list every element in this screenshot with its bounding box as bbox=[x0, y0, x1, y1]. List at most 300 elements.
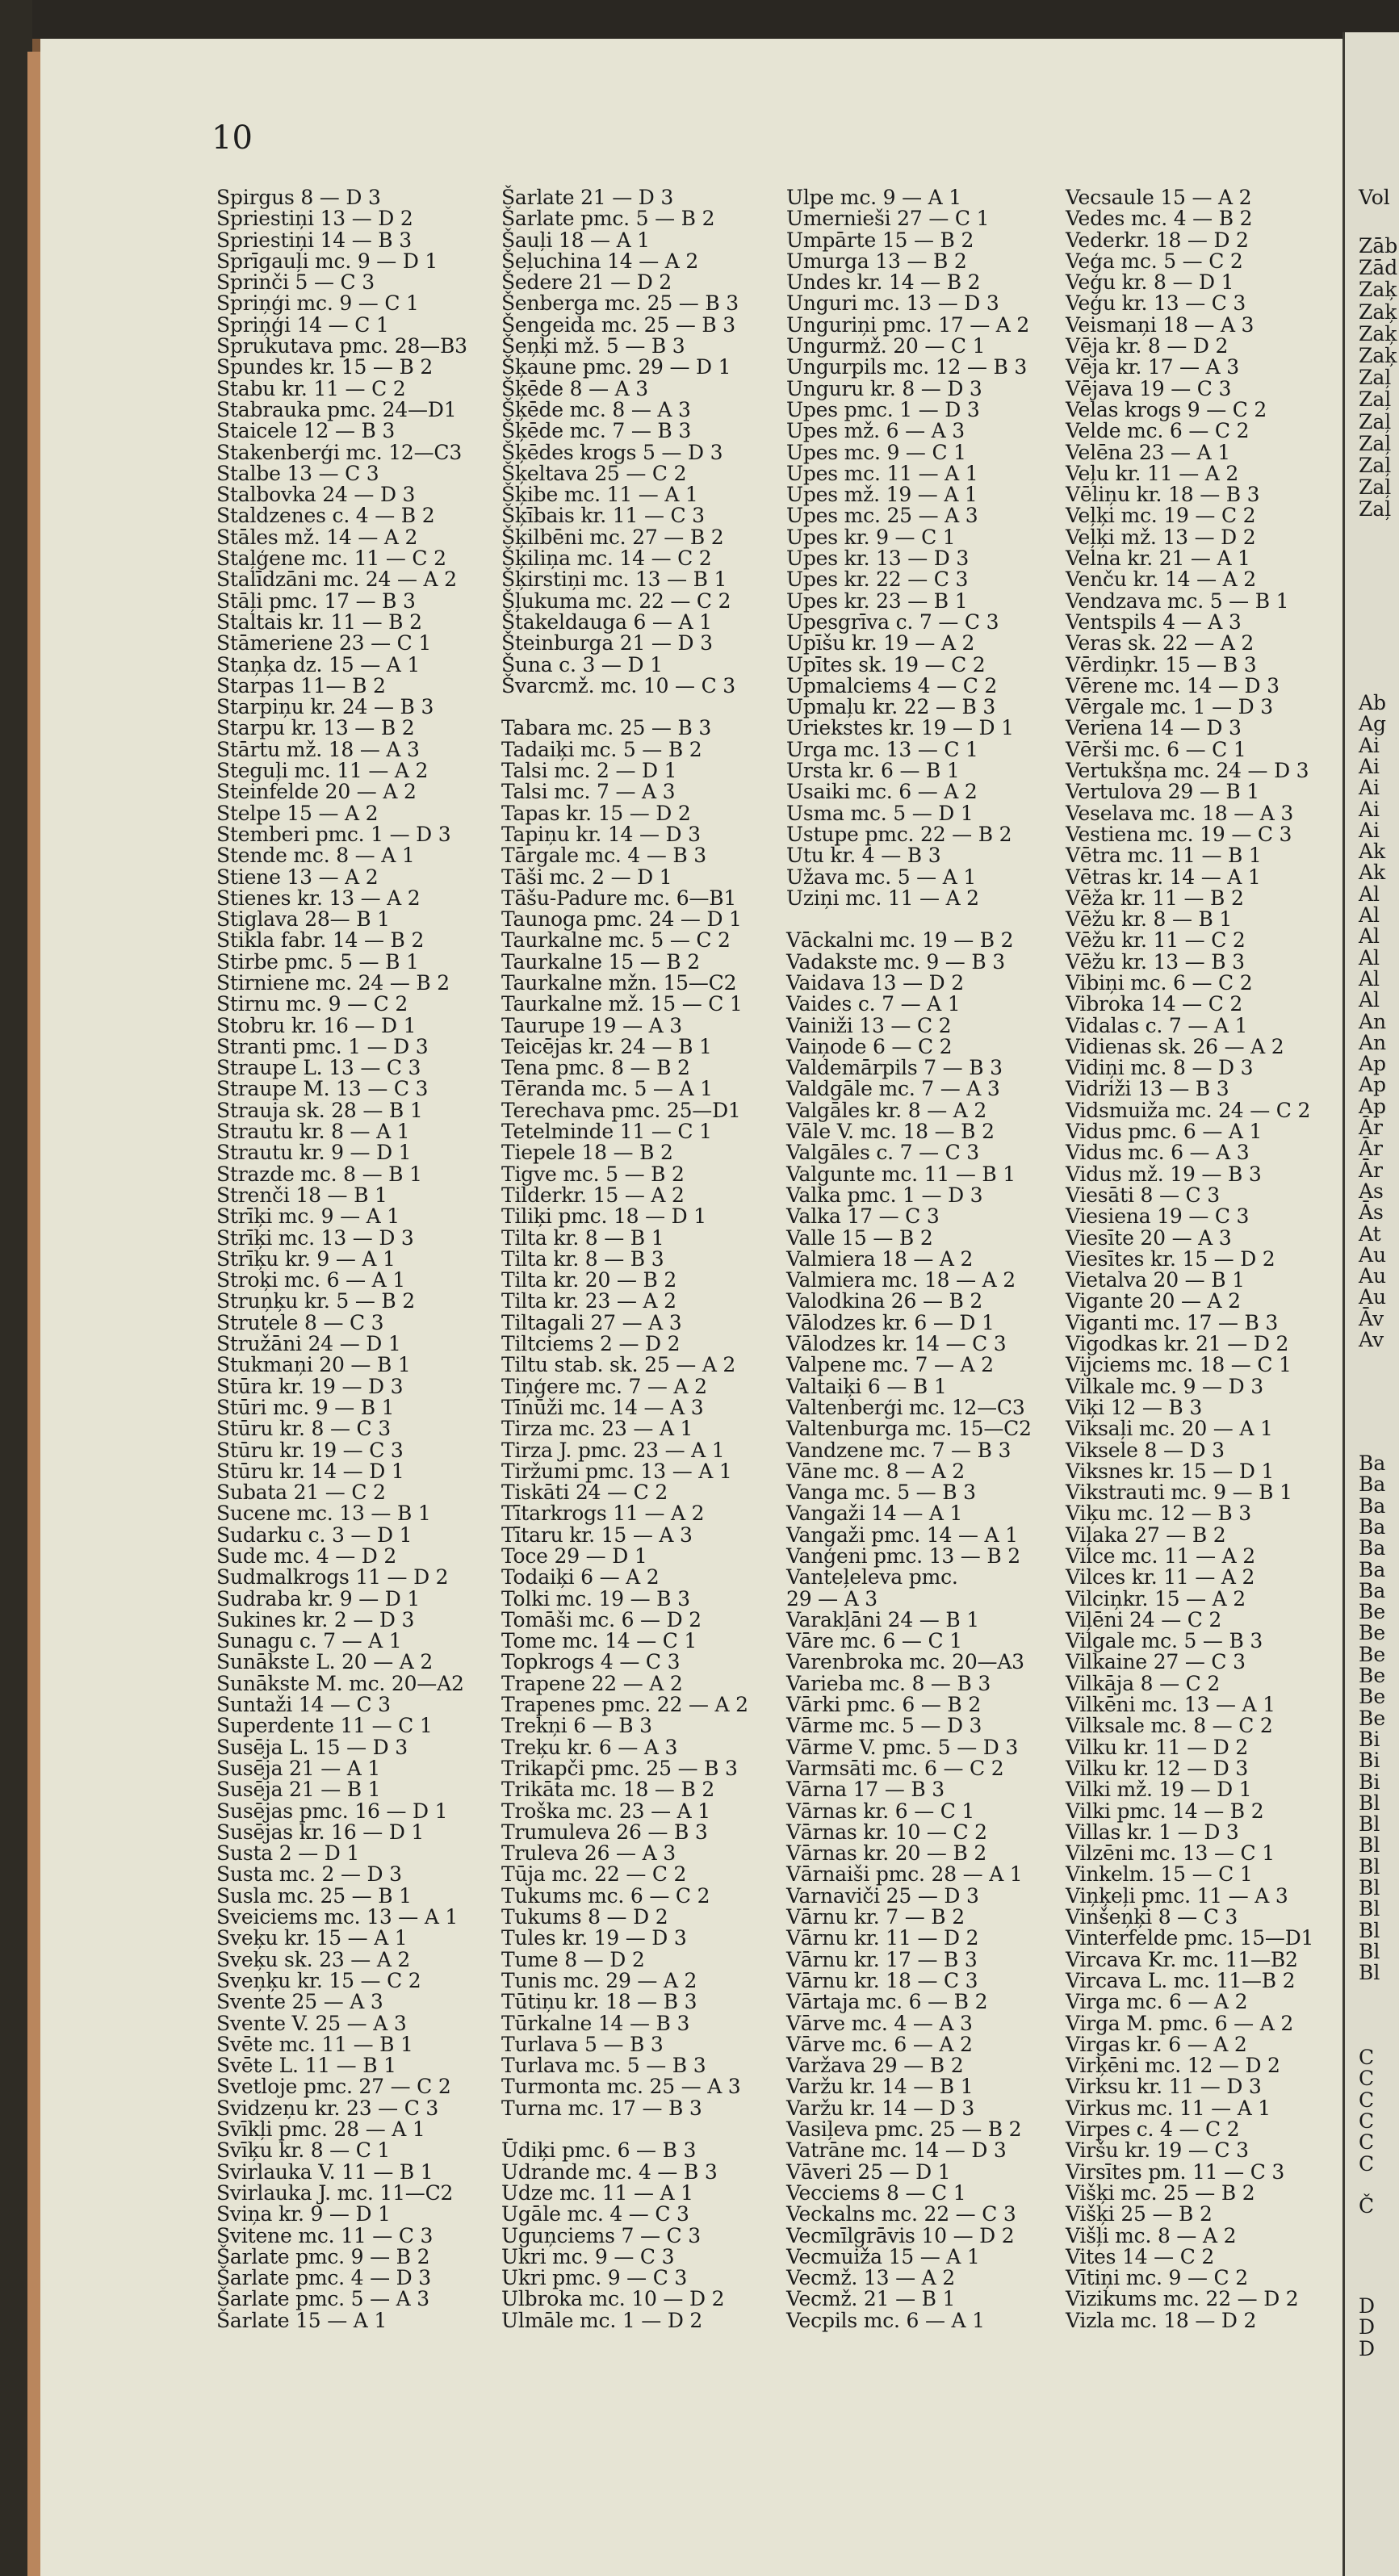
index-entry: Vārve mc. 6 — A 2 bbox=[786, 2032, 973, 2056]
index-entry: Varenbroka mc. 20—A3 bbox=[786, 1650, 1024, 1674]
index-entry: Sprinči 5 — C 3 bbox=[216, 270, 375, 295]
index-entry: Vilksale mc. 8 — C 2 bbox=[1066, 1714, 1273, 1738]
index-entry: Spriestiņi 13 — D 2 bbox=[216, 207, 413, 231]
index-entry: Vārme V. pmc. 5 — D 3 bbox=[786, 1735, 1019, 1759]
next-page-entry: C bbox=[1359, 2067, 1375, 2091]
next-page-entry: C bbox=[1359, 2088, 1375, 2112]
index-entry: Vatrāne mc. 14 — D 3 bbox=[786, 2138, 1007, 2163]
scan-background-top bbox=[0, 0, 1399, 39]
index-entry: Stalbovka 24 — D 3 bbox=[216, 483, 416, 507]
index-entry: Tiskāti 24 — C 2 bbox=[501, 1481, 668, 1505]
index-entry: Vārnu kr. 7 — B 2 bbox=[786, 1905, 965, 1929]
index-entry: Vaiņode 6 — C 2 bbox=[786, 1034, 953, 1058]
index-entry: Vainiži 13 — C 2 bbox=[786, 1013, 952, 1037]
index-entry: Vēžu kr. 11 — C 2 bbox=[1066, 928, 1246, 953]
index-entry: Vircava L. mc. 11—B 2 bbox=[1066, 1968, 1296, 1992]
index-entry: Vītiņi mc. 9 — C 2 bbox=[1066, 2266, 1248, 2290]
next-page-entry: Al bbox=[1359, 882, 1380, 906]
index-entry: Šķaune pmc. 29 — D 1 bbox=[501, 355, 731, 379]
index-entry: Sveķu sk. 23 — A 2 bbox=[216, 1947, 411, 1971]
index-entry: Vandzene mc. 7 — B 3 bbox=[786, 1438, 1012, 1462]
index-entry: Ukri pmc. 9 — C 3 bbox=[501, 2266, 688, 2290]
next-page-entry: At bbox=[1359, 1221, 1381, 1246]
index-entry: Tules kr. 19 — D 3 bbox=[501, 1926, 687, 1950]
index-entry: Viesīte 20 — A 3 bbox=[1066, 1225, 1232, 1250]
index-entry: Vērdiņkr. 15 — B 3 bbox=[1066, 652, 1257, 676]
index-entry: Susla mc. 25 — B 1 bbox=[216, 1883, 412, 1908]
next-page-entry: Zaļ bbox=[1359, 366, 1392, 390]
index-entry: Sprukutava pmc. 28—B3 bbox=[216, 334, 467, 358]
index-entry: Toce 29 — D 1 bbox=[501, 1544, 647, 1568]
index-entry: Sveiciems mc. 13 — A 1 bbox=[216, 1905, 459, 1929]
next-page-entry: An bbox=[1359, 1009, 1387, 1033]
index-entry: Vangaži 14 — A 1 bbox=[786, 1502, 963, 1526]
next-page-entry: C bbox=[1359, 2109, 1375, 2133]
index-entry: Sunākste L. 20 — A 2 bbox=[216, 1650, 434, 1674]
index-entry: Stobru kr. 16 — D 1 bbox=[216, 1013, 417, 1037]
index-entry: Sudmalkrogs 11 — D 2 bbox=[216, 1565, 449, 1590]
index-entry: Veselava mc. 18 — A 3 bbox=[1066, 801, 1294, 825]
index-entry: Vēja kr. 17 — A 3 bbox=[1066, 355, 1239, 379]
index-entry: Viļēni 24 — C 2 bbox=[1066, 1607, 1222, 1631]
index-entry: Tilderkr. 15 — A 2 bbox=[501, 1183, 685, 1207]
index-entry: Straupe L. 13 — C 3 bbox=[216, 1056, 421, 1080]
next-page-entry: Bi bbox=[1359, 1770, 1380, 1794]
index-entry: Svīkļi pmc. 28 — A 1 bbox=[216, 2117, 425, 2142]
index-entry: Susta 2 — D 1 bbox=[216, 1841, 360, 1866]
index-entry: Upes kr. 9 — C 1 bbox=[786, 525, 956, 549]
section-gap bbox=[501, 697, 748, 718]
index-entry: Ursta kr. 6 — B 1 bbox=[786, 759, 960, 783]
index-entry: Stirniene mc. 24 — B 2 bbox=[216, 970, 450, 995]
index-entry: Vēžu kr. 13 — B 3 bbox=[1066, 949, 1245, 974]
index-entry: Topkrogs 4 — C 3 bbox=[501, 1650, 681, 1674]
index-entry: Užava mc. 5 — A 1 bbox=[786, 865, 977, 889]
index-entry: Ulpe mc. 9 — A 1 bbox=[786, 186, 961, 209]
index-entry: Stemberi pmc. 1 — D 3 bbox=[216, 822, 451, 846]
index-entry: Upes pmc. 1 — D 3 bbox=[786, 397, 980, 421]
index-entry: Vidalas c. 7 — A 1 bbox=[1066, 1013, 1248, 1037]
next-page-entry: Ab bbox=[1359, 691, 1387, 714]
index-entry: Ukri mc. 9 — C 3 bbox=[501, 2244, 675, 2268]
index-entry: Turmonta mc. 25 — A 3 bbox=[501, 2075, 741, 2099]
index-entry: Taunoga pmc. 24 — D 1 bbox=[501, 907, 742, 932]
next-page-entry: Al bbox=[1359, 903, 1380, 927]
index-entry: Šarlate pmc. 9 — B 2 bbox=[216, 2244, 430, 2268]
next-page-entry: Ap bbox=[1359, 1094, 1387, 1118]
index-entry: Undes kr. 14 — B 2 bbox=[786, 270, 981, 295]
index-entry: Višķi mc. 25 — B 2 bbox=[1066, 2180, 1255, 2205]
index-entry: Tabara mc. 25 — B 3 bbox=[501, 716, 712, 740]
next-page-entry: Be bbox=[1359, 1685, 1386, 1709]
index-entry: Strenči 18 — B 1 bbox=[216, 1183, 387, 1207]
index-entry: Vidiņi mc. 8 — D 3 bbox=[1066, 1056, 1254, 1080]
next-page-entry: Ak bbox=[1359, 840, 1386, 864]
index-entry: Upītes sk. 19 — C 2 bbox=[786, 652, 986, 676]
index-entry: Stalbe 13 — C 3 bbox=[216, 461, 379, 485]
index-entry: Veļu kr. 11 — A 2 bbox=[1066, 461, 1239, 485]
index-entry: Tukums 8 — D 2 bbox=[501, 1905, 668, 1929]
index-entry: Vertulova 29 — B 1 bbox=[1066, 780, 1260, 804]
index-entry: Stelpe 15 — A 2 bbox=[216, 801, 379, 825]
index-entry: Stirbe pmc. 5 — B 1 bbox=[216, 949, 419, 974]
index-entry: Tiltciems 2 — D 2 bbox=[501, 1332, 681, 1356]
index-entry: Tilta kr. 8 — B 3 bbox=[501, 1246, 664, 1271]
next-page-entry: Ai bbox=[1359, 776, 1380, 800]
index-entry: Vigodkas kr. 21 — D 2 bbox=[1066, 1332, 1289, 1356]
next-page-entry: Bl bbox=[1359, 1791, 1380, 1815]
index-entry: Vircava Kr. mc. 11—B2 bbox=[1066, 1947, 1298, 1971]
index-entry: Vilgale mc. 5 — B 3 bbox=[1066, 1629, 1263, 1653]
index-entry: Starpu kr. 13 — B 2 bbox=[216, 716, 415, 740]
index-entry: Tārgale mc. 4 — B 3 bbox=[501, 844, 707, 868]
next-page-entry: Zaķ bbox=[1359, 321, 1397, 346]
index-entry: Vārna 17 — B 3 bbox=[786, 1778, 945, 1802]
index-entry: Stūri mc. 9 — B 1 bbox=[216, 1395, 395, 1419]
next-page-entry: Ba bbox=[1359, 1472, 1386, 1497]
next-page-entry: Ai bbox=[1359, 797, 1380, 821]
index-entry: Vietalva 20 — B 1 bbox=[1066, 1268, 1245, 1292]
index-entry: Upes kr. 22 — C 3 bbox=[786, 568, 969, 592]
next-page-entry: Ba bbox=[1359, 1451, 1386, 1475]
index-entry: Suntaži 14 — C 3 bbox=[216, 1693, 391, 1717]
index-entry: Susēja 21 — B 1 bbox=[216, 1778, 381, 1802]
index-entry: Steguļi mc. 11 — A 2 bbox=[216, 759, 429, 783]
index-entry: Vecpils mc. 6 — A 1 bbox=[786, 2308, 985, 2332]
index-entry: Sprīgauļi mc. 9 — D 1 bbox=[216, 249, 438, 273]
index-entry: Vecmīlgrāvis 10 — D 2 bbox=[786, 2223, 1015, 2247]
index-entry: Sucene mc. 13 — B 1 bbox=[216, 1502, 431, 1526]
index-entry: Stroķi mc. 6 — A 1 bbox=[216, 1268, 405, 1292]
index-entry: Sudarku c. 3 — D 1 bbox=[216, 1523, 413, 1547]
index-entry: Virkus mc. 11 — A 1 bbox=[1066, 2096, 1271, 2120]
index-entry: Valmiera 18 — A 2 bbox=[786, 1246, 974, 1271]
index-entry: Vālodzes kr. 6 — D 1 bbox=[786, 1310, 995, 1334]
index-entry: Upes mž. 19 — A 1 bbox=[786, 483, 978, 507]
next-page-entry: Ba bbox=[1359, 1557, 1386, 1581]
next-page-entry: Bl bbox=[1359, 1833, 1380, 1858]
index-entry: Sveķu kr. 15 — A 1 bbox=[216, 1926, 408, 1950]
next-page-entry: Be bbox=[1359, 1664, 1386, 1687]
index-entry: Vedes mc. 4 — B 2 bbox=[1066, 207, 1253, 231]
index-entry: Šarlate 15 — A 1 bbox=[216, 2308, 387, 2332]
index-entry: Urga mc. 13 — C 1 bbox=[786, 737, 978, 761]
index-entry: Tūrkalne 14 — B 3 bbox=[501, 2011, 690, 2035]
index-entry: Viksnes kr. 15 — D 1 bbox=[1066, 1459, 1275, 1483]
index-entry: Velna kr. 21 — A 1 bbox=[1066, 547, 1250, 571]
next-page-entry: Zād bbox=[1359, 256, 1398, 280]
index-entry: Upīšu kr. 19 — A 2 bbox=[786, 631, 975, 656]
index-entry: Strīķu kr. 9 — A 1 bbox=[216, 1246, 396, 1271]
index-entry: Vilces kr. 11 — A 2 bbox=[1066, 1565, 1255, 1590]
index-entry: Vāre mc. 6 — C 1 bbox=[786, 1629, 962, 1653]
index-entry: Upes mc. 11 — A 1 bbox=[786, 461, 978, 485]
next-page-entry: An bbox=[1359, 1030, 1387, 1054]
index-entry: Valodkina 26 — B 2 bbox=[786, 1289, 983, 1313]
index-entry: Tukums mc. 6 — C 2 bbox=[501, 1883, 710, 1908]
next-page-entry: Č bbox=[1359, 2194, 1375, 2218]
index-entry: Terechava pmc. 25—D1 bbox=[501, 1098, 741, 1122]
index-entry: Vaidava 13 — D 2 bbox=[786, 970, 964, 995]
index-entry: Teicējas kr. 24 — B 1 bbox=[501, 1034, 712, 1058]
next-page-entry: C bbox=[1359, 2046, 1375, 2069]
next-page-entry: Bl bbox=[1359, 1939, 1380, 1963]
index-entry: Tilta kr. 8 — B 1 bbox=[501, 1225, 664, 1250]
index-entry: Treķu kr. 6 — A 3 bbox=[501, 1735, 678, 1759]
index-entry: Tigve mc. 5 — B 2 bbox=[501, 1162, 685, 1186]
index-entry: Šķībais kr. 11 — C 3 bbox=[501, 504, 705, 528]
index-entry: Valmiera mc. 18 — A 2 bbox=[786, 1268, 1016, 1292]
index-entry: Šarlate pmc. 4 — D 3 bbox=[216, 2266, 431, 2290]
next-page-entry: Ār bbox=[1359, 1158, 1384, 1182]
index-entry: Vētra mc. 11 — B 1 bbox=[1066, 844, 1262, 868]
index-entry: Tiņģere mc. 7 — A 2 bbox=[501, 1374, 707, 1398]
index-entry: Stārtu mž. 18 — A 3 bbox=[216, 737, 420, 761]
index-entry: Velde mc. 6 — C 2 bbox=[1066, 419, 1250, 443]
index-entry: Udrande mc. 4 — B 3 bbox=[501, 2159, 718, 2184]
index-entry: Villas kr. 1 — D 3 bbox=[1066, 1820, 1239, 1844]
index-entry: Virga mc. 6 — A 2 bbox=[1066, 1990, 1248, 2014]
index-entry: Svetloje pmc. 27 — C 2 bbox=[216, 2075, 451, 2099]
index-entry: Višļi mc. 8 — A 2 bbox=[1066, 2223, 1237, 2247]
index-entry: Vāveri 25 — D 1 bbox=[786, 2159, 951, 2184]
index-entry: Švarcmž. mc. 10 — C 3 bbox=[501, 673, 735, 697]
index-entry: Unguru kr. 8 — D 3 bbox=[786, 376, 982, 400]
next-page-entry: Zaļ bbox=[1359, 387, 1392, 412]
index-entry: Veras sk. 22 — A 2 bbox=[1066, 631, 1254, 656]
index-entry: Sudraba kr. 9 — D 1 bbox=[216, 1586, 421, 1611]
index-entry: Varmsāti mc. 6 — C 2 bbox=[786, 1756, 1004, 1780]
index-entry: Vilkēni mc. 13 — A 1 bbox=[1066, 1693, 1275, 1717]
index-entry: Višķi 25 — B 2 bbox=[1066, 2202, 1213, 2226]
index-entry: Svente V. 25 — A 3 bbox=[216, 2011, 407, 2035]
index-entry: Vērgale mc. 1 — D 3 bbox=[1066, 695, 1273, 719]
index-entry: Vilkāja 8 — C 2 bbox=[1066, 1671, 1221, 1695]
next-page-entry: Be bbox=[1359, 1621, 1386, 1645]
index-entry: Vāckalni mc. 19 — B 2 bbox=[786, 928, 1014, 953]
index-entry: Vizla mc. 18 — D 2 bbox=[1066, 2308, 1257, 2332]
index-entry: Umernieši 27 — C 1 bbox=[786, 207, 990, 231]
next-page-entry: Zaķ bbox=[1359, 278, 1397, 302]
index-entry: Šķēdes krogs 5 — D 3 bbox=[501, 440, 723, 464]
next-page-entry: Ba bbox=[1359, 1536, 1386, 1560]
index-entry: Vārnas kr. 10 — C 2 bbox=[786, 1820, 987, 1844]
index-entry: Šenberga mc. 25 — B 3 bbox=[501, 291, 739, 316]
index-column-1 bbox=[216, 187, 467, 2331]
index-entry: Talsi mc. 7 — A 3 bbox=[501, 780, 676, 804]
index-entry: Starpas 11— B 2 bbox=[216, 673, 386, 697]
next-page-entry: Be bbox=[1359, 1706, 1386, 1730]
index-entry: Spundes kr. 15 — B 2 bbox=[216, 355, 434, 379]
section-gap bbox=[501, 2119, 748, 2140]
index-entry: Starpiņu kr. 24 — B 3 bbox=[216, 695, 434, 719]
index-entry: Udze mc. 11 — A 1 bbox=[501, 2180, 693, 2205]
index-entry: Staltais kr. 11 — B 2 bbox=[216, 609, 422, 634]
index-entry: Ūdiķi pmc. 6 — B 3 bbox=[501, 2138, 697, 2163]
index-entry: Unguriņi pmc. 17 — A 2 bbox=[786, 312, 1030, 337]
index-entry: Valtenberģi mc. 12—C3 bbox=[786, 1395, 1025, 1419]
index-entry: Veģa mc. 5 — C 2 bbox=[1066, 249, 1243, 273]
index-entry: Vārme mc. 5 — D 3 bbox=[786, 1714, 982, 1738]
index-column-3 bbox=[786, 187, 1032, 2331]
index-entry: Viesāti 8 — C 3 bbox=[1066, 1183, 1220, 1207]
next-page-entry: Zaķ bbox=[1359, 299, 1397, 324]
index-entry: Svente 25 — A 3 bbox=[216, 1990, 383, 2014]
index-entry: Vārnaiši pmc. 28 — A 1 bbox=[786, 1862, 1023, 1887]
index-entry: Tomāši mc. 6 — D 2 bbox=[501, 1607, 702, 1631]
index-entry: Vēliņu kr. 18 — B 3 bbox=[1066, 483, 1260, 507]
next-page-entry: D bbox=[1359, 2315, 1376, 2339]
index-entry: Šķēde 8 — A 3 bbox=[501, 376, 648, 400]
index-entry: Valka pmc. 1 — D 3 bbox=[786, 1183, 983, 1207]
index-entry: Viķu mc. 12 — B 3 bbox=[1066, 1502, 1251, 1526]
index-entry: Valdgāle mc. 7 — A 3 bbox=[786, 1077, 1000, 1101]
index-entry: Tilta kr. 20 — B 2 bbox=[501, 1268, 677, 1292]
next-page-entry: Ai bbox=[1359, 754, 1380, 778]
index-entry: Valka 17 — C 3 bbox=[786, 1204, 940, 1229]
index-entry: Spriņģi 14 — C 1 bbox=[216, 312, 389, 337]
next-page-entry: Ār bbox=[1359, 1137, 1384, 1161]
next-page-entry: Ba bbox=[1359, 1493, 1386, 1518]
index-entry: Taurkalne mc. 5 — C 2 bbox=[501, 928, 731, 953]
index-entry: Turlava 5 — B 3 bbox=[501, 2032, 664, 2056]
index-entry: Valdemārpils 7 — B 3 bbox=[786, 1056, 1003, 1080]
index-entry: Tiltagali 27 — A 3 bbox=[501, 1310, 682, 1334]
index-entry: Šķēde mc. 8 — A 3 bbox=[501, 397, 691, 421]
index-entry: Vārtaja mc. 6 — B 2 bbox=[786, 1990, 988, 2014]
index-entry: Vilzēni mc. 13 — C 1 bbox=[1066, 1841, 1275, 1866]
index-entry: Vārnu kr. 17 — B 3 bbox=[786, 1947, 978, 1971]
next-page-entry: Bl bbox=[1359, 1876, 1380, 1900]
index-entry: Ustupe pmc. 22 — B 2 bbox=[786, 822, 1012, 846]
next-page-entry: D bbox=[1359, 2336, 1376, 2360]
index-entry: Vāle V. mc. 18 — B 2 bbox=[786, 1120, 995, 1144]
index-entry: Valgāles c. 7 — C 3 bbox=[786, 1141, 980, 1165]
index-entry: Varieba mc. 8 — B 3 bbox=[786, 1671, 991, 1695]
index-entry: Tiepele 18 — B 2 bbox=[501, 1141, 673, 1165]
index-entry: Šķeltava 25 — C 2 bbox=[501, 461, 687, 485]
index-entry: Veckalns mc. 22 — C 3 bbox=[786, 2202, 1016, 2226]
index-entry: Vikstrauti mc. 9 — B 1 bbox=[1066, 1481, 1292, 1505]
index-entry: Trikapči pmc. 25 — B 3 bbox=[501, 1756, 738, 1780]
index-entry: Tadaiķi mc. 5 — B 2 bbox=[501, 737, 702, 761]
index-entry: Staņķa dz. 15 — A 1 bbox=[216, 652, 421, 676]
index-entry: Šarlate pmc. 5 — B 2 bbox=[501, 207, 715, 231]
index-entry: Vecmž. 13 — A 2 bbox=[786, 2266, 955, 2290]
index-entry: Tūtiņu kr. 18 — B 3 bbox=[501, 1990, 697, 2014]
index-entry: Strutele 8 — C 3 bbox=[216, 1310, 384, 1334]
index-entry: Svēte L. 11 — B 1 bbox=[216, 2054, 396, 2078]
index-entry: Šteinburga 21 — D 3 bbox=[501, 631, 713, 656]
next-page-entry: Āv bbox=[1359, 1306, 1384, 1330]
index-entry: Šļukuma mc. 22 — C 2 bbox=[501, 589, 731, 613]
index-entry: Tēranda mc. 5 — A 1 bbox=[501, 1077, 713, 1101]
next-page-entry: Al bbox=[1359, 988, 1380, 1012]
index-entry: Talsi mc. 2 — D 1 bbox=[501, 759, 677, 783]
index-entry: Veģu kr. 8 — D 1 bbox=[1066, 270, 1234, 295]
index-entry: Vilku kr. 12 — D 3 bbox=[1066, 1756, 1249, 1780]
index-entry: Ungurmž. 20 — C 1 bbox=[786, 334, 986, 358]
index-entry: Velas krogs 9 — C 2 bbox=[1066, 397, 1267, 421]
index-entry: Tilta kr. 23 — A 2 bbox=[501, 1289, 676, 1313]
index-entry: Vibiņi mc. 6 — C 2 bbox=[1066, 970, 1253, 995]
index-entry: Upesgrīva c. 7 — C 3 bbox=[786, 609, 999, 634]
index-entry: Vilku kr. 11 — D 2 bbox=[1066, 1735, 1249, 1759]
index-entry: Upes mž. 6 — A 3 bbox=[786, 419, 965, 443]
index-entry: Vārve mc. 4 — A 3 bbox=[786, 2011, 973, 2035]
next-page-entry: Av bbox=[1359, 1328, 1384, 1351]
index-entry: Veismaņi 18 — A 3 bbox=[1066, 312, 1254, 337]
index-entry: Virgas kr. 6 — A 2 bbox=[1066, 2032, 1247, 2056]
index-entry: Valtenburga mc. 15—C2 bbox=[786, 1417, 1032, 1441]
index-entry: Spirgus 8 — D 3 bbox=[216, 186, 381, 209]
index-entry: Svirlauka J. mc. 11—C2 bbox=[216, 2180, 454, 2205]
index-entry: Stende mc. 8 — A 1 bbox=[216, 844, 415, 868]
next-page-entry: Au bbox=[1359, 1285, 1387, 1309]
index-entry: Truleva 26 — A 3 bbox=[501, 1841, 676, 1866]
index-entry: Vigante 20 — A 2 bbox=[1066, 1289, 1241, 1313]
index-entry: Velēna 23 — A 1 bbox=[1066, 440, 1230, 464]
index-entry: Sukines kr. 2 — D 3 bbox=[216, 1607, 415, 1631]
index-entry: Varnaviči 25 — D 3 bbox=[786, 1883, 979, 1908]
index-entry: Vinšeņķi 8 — C 3 bbox=[1066, 1905, 1238, 1929]
next-page-entry: Bi bbox=[1359, 1749, 1380, 1773]
index-entry: Tunis mc. 29 — A 2 bbox=[501, 1968, 697, 1992]
index-entry: Vilkale mc. 9 — D 3 bbox=[1066, 1374, 1263, 1398]
index-entry: Vilciņkr. 15 — A 2 bbox=[1066, 1586, 1246, 1611]
index-entry: Tirza mc. 23 — A 1 bbox=[501, 1417, 693, 1441]
index-entry: Valle 15 — B 2 bbox=[786, 1225, 933, 1250]
index-entry: Stūru kr. 19 — C 3 bbox=[216, 1438, 404, 1462]
next-page-entry: Bl bbox=[1359, 1812, 1380, 1837]
index-entry: Stakenberģi mc. 12—C3 bbox=[216, 440, 463, 464]
index-entry: Trikāta mc. 18 — B 2 bbox=[501, 1778, 715, 1802]
index-entry: Spriņģi mc. 9 — C 1 bbox=[216, 291, 419, 316]
index-entry: Trumuleva 26 — B 3 bbox=[501, 1820, 708, 1844]
index-entry: Uguņciems 7 — C 3 bbox=[501, 2223, 701, 2247]
index-entry: Viķi 12 — B 3 bbox=[1066, 1395, 1203, 1419]
index-entry: Vidus mc. 6 — A 3 bbox=[1066, 1141, 1250, 1165]
index-entry: Šarlate pmc. 5 — A 3 bbox=[216, 2287, 429, 2311]
index-entry: Tapas kr. 15 — D 2 bbox=[501, 801, 691, 825]
index-entry: Stūru kr. 8 — C 3 bbox=[216, 1417, 391, 1441]
index-entry: Susēja 21 — A 1 bbox=[216, 1756, 381, 1780]
index-entry: Vārki pmc. 6 — B 2 bbox=[786, 1693, 982, 1717]
index-entry: Šķilbēni mc. 27 — B 2 bbox=[501, 525, 724, 549]
index-entry: Vecsaule 15 — A 2 bbox=[1066, 186, 1252, 209]
index-entry: Taurupe 19 — A 3 bbox=[501, 1013, 682, 1037]
index-entry: Stalīdzāni mc. 24 — A 2 bbox=[216, 568, 457, 592]
index-entry: Susējas pmc. 16 — D 1 bbox=[216, 1799, 448, 1823]
index-entry: Varžu kr. 14 — D 3 bbox=[786, 2096, 975, 2120]
index-entry: Tūja mc. 22 — C 2 bbox=[501, 1862, 687, 1887]
index-entry: Viņķeļi pmc. 11 — A 3 bbox=[1066, 1883, 1288, 1908]
index-entry: Usma mc. 5 — D 1 bbox=[786, 801, 974, 825]
next-page-entry: As bbox=[1359, 1179, 1384, 1203]
index-entry: Stūra kr. 19 — D 3 bbox=[216, 1374, 404, 1398]
index-entry: Varžu kr. 14 — B 1 bbox=[786, 2075, 974, 2099]
next-page-entry: Zaļ bbox=[1359, 475, 1392, 500]
index-entry: Sunagu c. 7 — A 1 bbox=[216, 1629, 402, 1653]
index-entry: Vanģeni pmc. 13 — B 2 bbox=[786, 1544, 1020, 1568]
index-entry: Šķēde mc. 7 — B 3 bbox=[501, 419, 692, 443]
index-entry: Strazde mc. 8 — B 1 bbox=[216, 1162, 422, 1186]
index-entry: Vasiļeva pmc. 25 — B 2 bbox=[786, 2117, 1022, 2142]
index-entry: Sunākste M. mc. 20—A2 bbox=[216, 1671, 464, 1695]
index-entry: Tirza J. pmc. 23 — A 1 bbox=[501, 1438, 725, 1462]
index-entry: Šķiliņa mc. 14 — C 2 bbox=[501, 547, 712, 571]
index-entry: Upmaļu kr. 22 — B 3 bbox=[786, 695, 996, 719]
